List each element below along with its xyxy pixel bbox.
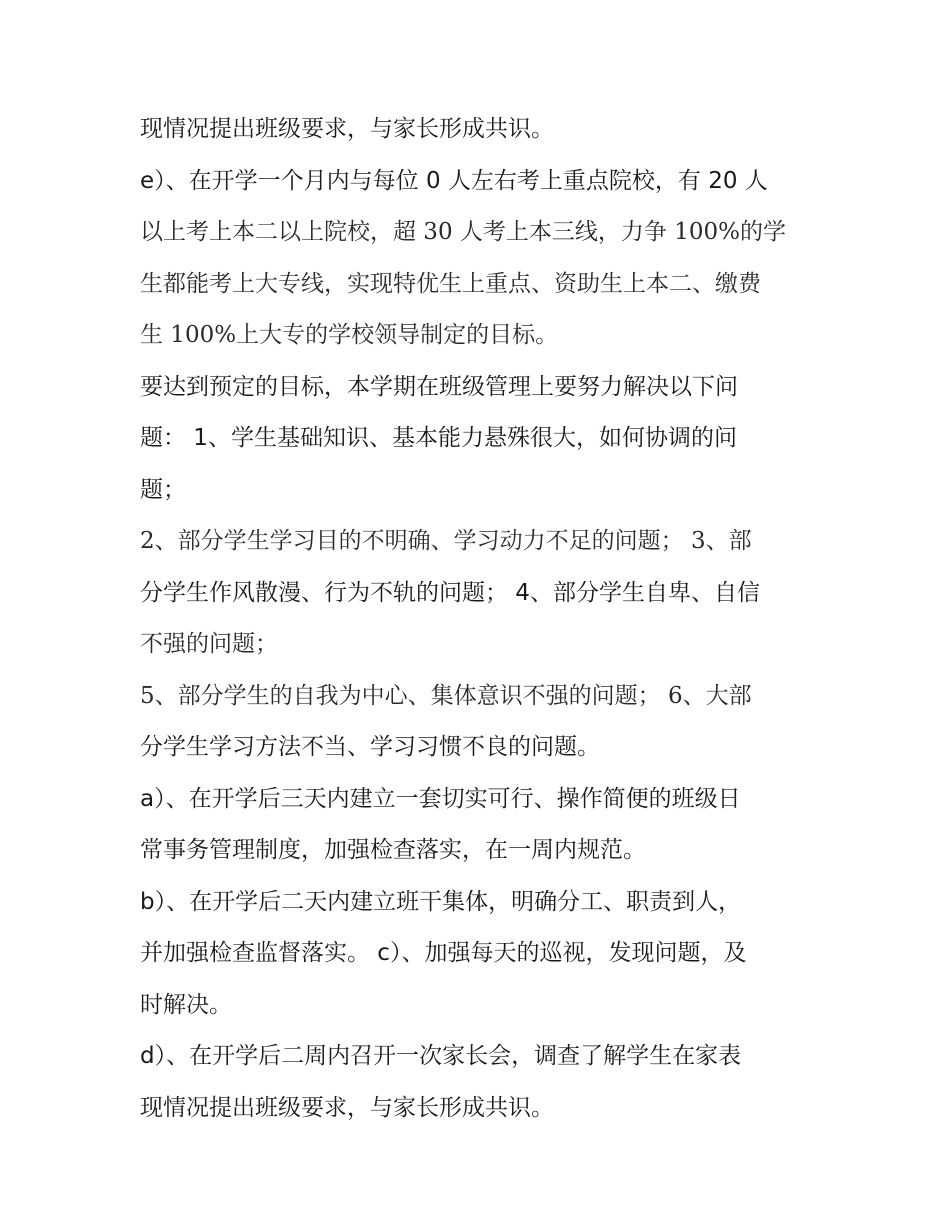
text-line: e）、在开学一个月内与每位 0 人左右考上重点院校，有 20 人 xyxy=(140,167,768,194)
text-line: 生都能考上大专线，实现特优生上重点、资助生上本二、缴费 xyxy=(140,270,761,297)
text-line: 常事务管理制度，加强检查落实，在一周内规范。 xyxy=(140,837,646,863)
text-line: 2、部分学生学习目的不明确、学习动力不足的问题； 3、部 xyxy=(140,528,752,554)
text-line: 5、部分学生的自我为中心、集体意识不强的问题； 6、大部 xyxy=(140,682,752,709)
text-line: 分学生学习方法不当、学习习惯不良的问题。 xyxy=(140,734,600,760)
text-line: 生 100%上大专的学校领导制定的目标。 xyxy=(140,322,559,348)
text-line: b）、在开学后二天内建立班干集体，明确分工、职责到人， xyxy=(140,888,742,915)
text-line: 时解决。 xyxy=(140,991,232,1018)
text-line: d）、在开学后二周内召开一次家长会，调查了解学生在家表 xyxy=(140,1043,742,1069)
text-line: 题； xyxy=(140,476,186,503)
text-line: 要达到预定的目标，本学期在班级管理上要努力解决以下问 xyxy=(140,373,738,400)
text-line: 以上考上本二以上院校，超 30 人考上本三线，力争 100%的学 xyxy=(140,219,786,245)
document-body xyxy=(140,104,830,1134)
text-line: 分学生作风散漫、行为不轨的问题； 4、部分学生自卑、自信 xyxy=(140,579,760,606)
text-line: 题： 1、学生基础知识、基本能力悬殊很大，如何协调的问 xyxy=(140,425,737,451)
text-line: 现情况提出班级要求，与家长形成共识。 xyxy=(140,116,554,142)
text-line: a）、在开学后三天内建立一套切实可行、操作简便的班级日 xyxy=(140,785,741,812)
text-line: 不强的问题； xyxy=(140,631,278,657)
text-line: 现情况提出班级要求，与家长形成共识。 xyxy=(140,1094,554,1121)
text-line: 并加强检查监督落实。 c）、加强每天的巡视，发现问题，及 xyxy=(140,940,747,966)
